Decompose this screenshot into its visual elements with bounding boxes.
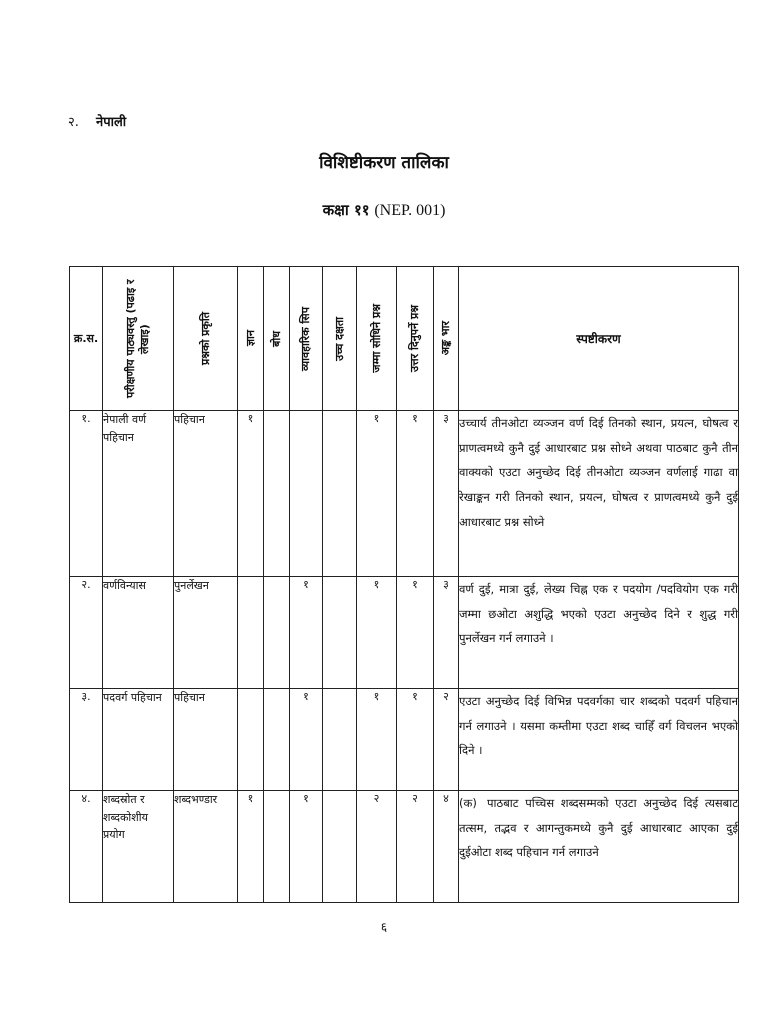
row-topic: शब्दस्रोत र शब्दकोशीय प्रयोग [103, 791, 174, 903]
section-title: नेपाली [96, 115, 127, 130]
row-explanation: एउटा अनुच्छेद दिई विभिन्न पदवर्गका चार शब्दको पदवर्ग पहिचान गर्न लगाउने । यसमा कम्तीमा एउटा शब्द चाहिँ वर्ग विचलन भएको दिने । [459, 689, 739, 791]
table-header-row [70, 267, 739, 411]
header-nature-label: प्रश्नको प्रकृति [198, 312, 212, 365]
specification-table [69, 266, 739, 903]
row-serial: २. [70, 577, 103, 689]
row-marks: २ [434, 689, 459, 791]
row-knowledge: १ [238, 791, 264, 903]
row-answer: १ [397, 577, 434, 689]
header-knowledge-label: ज्ञान [243, 330, 257, 347]
table-row [70, 577, 739, 689]
row-topic: पदवर्ग पहिचान [103, 689, 174, 791]
row-nature: शब्दभण्डार [174, 791, 238, 903]
row-understanding [264, 577, 290, 689]
row-knowledge [238, 577, 264, 689]
row-knowledge [238, 689, 264, 791]
row-higher [323, 689, 357, 791]
row-answer: १ [397, 689, 434, 791]
row-understanding [264, 689, 290, 791]
header-knowledge [238, 267, 264, 411]
header-answer-questions-label: उत्तर दिनुपर्ने प्रश्न [408, 305, 422, 372]
row-serial: १. [70, 411, 103, 577]
row-marks: ४ [434, 791, 459, 903]
page-title: विशिष्टीकरण तालिका [319, 153, 449, 173]
header-answer-questions [397, 267, 434, 411]
row-nature: पहिचान [174, 411, 238, 577]
table-row [70, 791, 739, 903]
row-serial: ३. [70, 689, 103, 791]
header-practical-label: व्यावहारिक सिप [299, 306, 313, 371]
header-total-questions [357, 267, 397, 411]
header-nature [174, 267, 238, 411]
row-marks: ३ [434, 577, 459, 689]
row-serial: ४. [70, 791, 103, 903]
row-total: २ [357, 791, 397, 903]
header-topic-label: परीक्षणीय पाठ्यवस्तु (पढाइ र लेखाइ) [124, 279, 151, 398]
row-explanation [459, 791, 739, 903]
page-subtitle [0, 200, 768, 220]
row-practical: १ [290, 689, 323, 791]
header-higher [323, 267, 357, 411]
row-higher [323, 791, 357, 903]
header-total-questions-label: जम्मा सोधिने प्रश्न [369, 304, 383, 373]
row-answer: २ [397, 791, 434, 903]
row-understanding [264, 791, 290, 903]
row-knowledge: १ [238, 411, 264, 577]
row-practical: १ [290, 791, 323, 903]
page-number: ६ [380, 920, 388, 934]
header-higher-label: उच्च दक्षता [332, 316, 346, 361]
class-label: कक्षा ११ [322, 201, 370, 219]
row-topic: नेपाली वर्ण पहिचान [103, 411, 174, 577]
row-practical: १ [290, 577, 323, 689]
row-marks: ३ [434, 411, 459, 577]
row-understanding [264, 411, 290, 577]
row-total: १ [357, 411, 397, 577]
table-row [70, 689, 739, 791]
row-explanation: उच्चार्य तीनओटा व्यञ्जन वर्ण दिई तिनको स्थान, प्रयत्न, घोषत्व र प्राणत्वमध्ये कुनै दुई आधारबाट प्रश्न सोध्ने अथवा पाठबाट कुनै तीन वाक्यको एउटा अनुच्छेद दिई तीनओटा व्यञ्जन वर्णलाई गाढा वा रेखाङ्कन गरी तिनको स्थान, प्रयत्न, घोषत्व र प्राणत्वमध्ये कुनै दुई आधारबाट प्रश्न सोध्ने [459, 411, 739, 577]
row-total: १ [357, 577, 397, 689]
course-code: (NEP. 001) [374, 202, 446, 219]
header-topic [103, 267, 174, 411]
header-marks-label: अङ्क भार [439, 321, 453, 356]
header-marks [434, 267, 459, 411]
table-row [70, 411, 739, 577]
row-practical [290, 411, 323, 577]
row-explanation: वर्ण दुई, मात्रा दुई, लेख्य चिह्न एक र पदयोग /पदवियोग एक गरी जम्मा छओटा अशुद्धि भएको एउटा अनुच्छेद दिने र शुद्ध गरी पुनर्लेखन गर्न लगाउने । [459, 577, 739, 689]
row-nature: पुनर्लेखन [174, 577, 238, 689]
explanation-text: पाठबाट पच्चिस शब्दसम्मको एउटा अनुच्छेद दिई त्यसबाट तत्सम, तद्भव र आगन्तुकमध्ये कुनै दुई आधारबाट आएका दुई दुईओटा शब्द पहिचान गर्न लगाउने [459, 796, 738, 860]
row-answer: १ [397, 411, 434, 577]
header-explanation: स्पष्टीकरण [459, 267, 739, 411]
header-serial: क्र.स. [70, 267, 103, 411]
header-understanding-label: बोध [269, 330, 283, 347]
row-total: १ [357, 689, 397, 791]
header-practical [290, 267, 323, 411]
row-higher [323, 411, 357, 577]
row-topic: वर्णविन्यास [103, 577, 174, 689]
header-understanding [264, 267, 290, 411]
explanation-marker: (क) [459, 796, 477, 810]
row-nature: पहिचान [174, 689, 238, 791]
section-number: २. [68, 115, 79, 130]
row-higher [323, 577, 357, 689]
